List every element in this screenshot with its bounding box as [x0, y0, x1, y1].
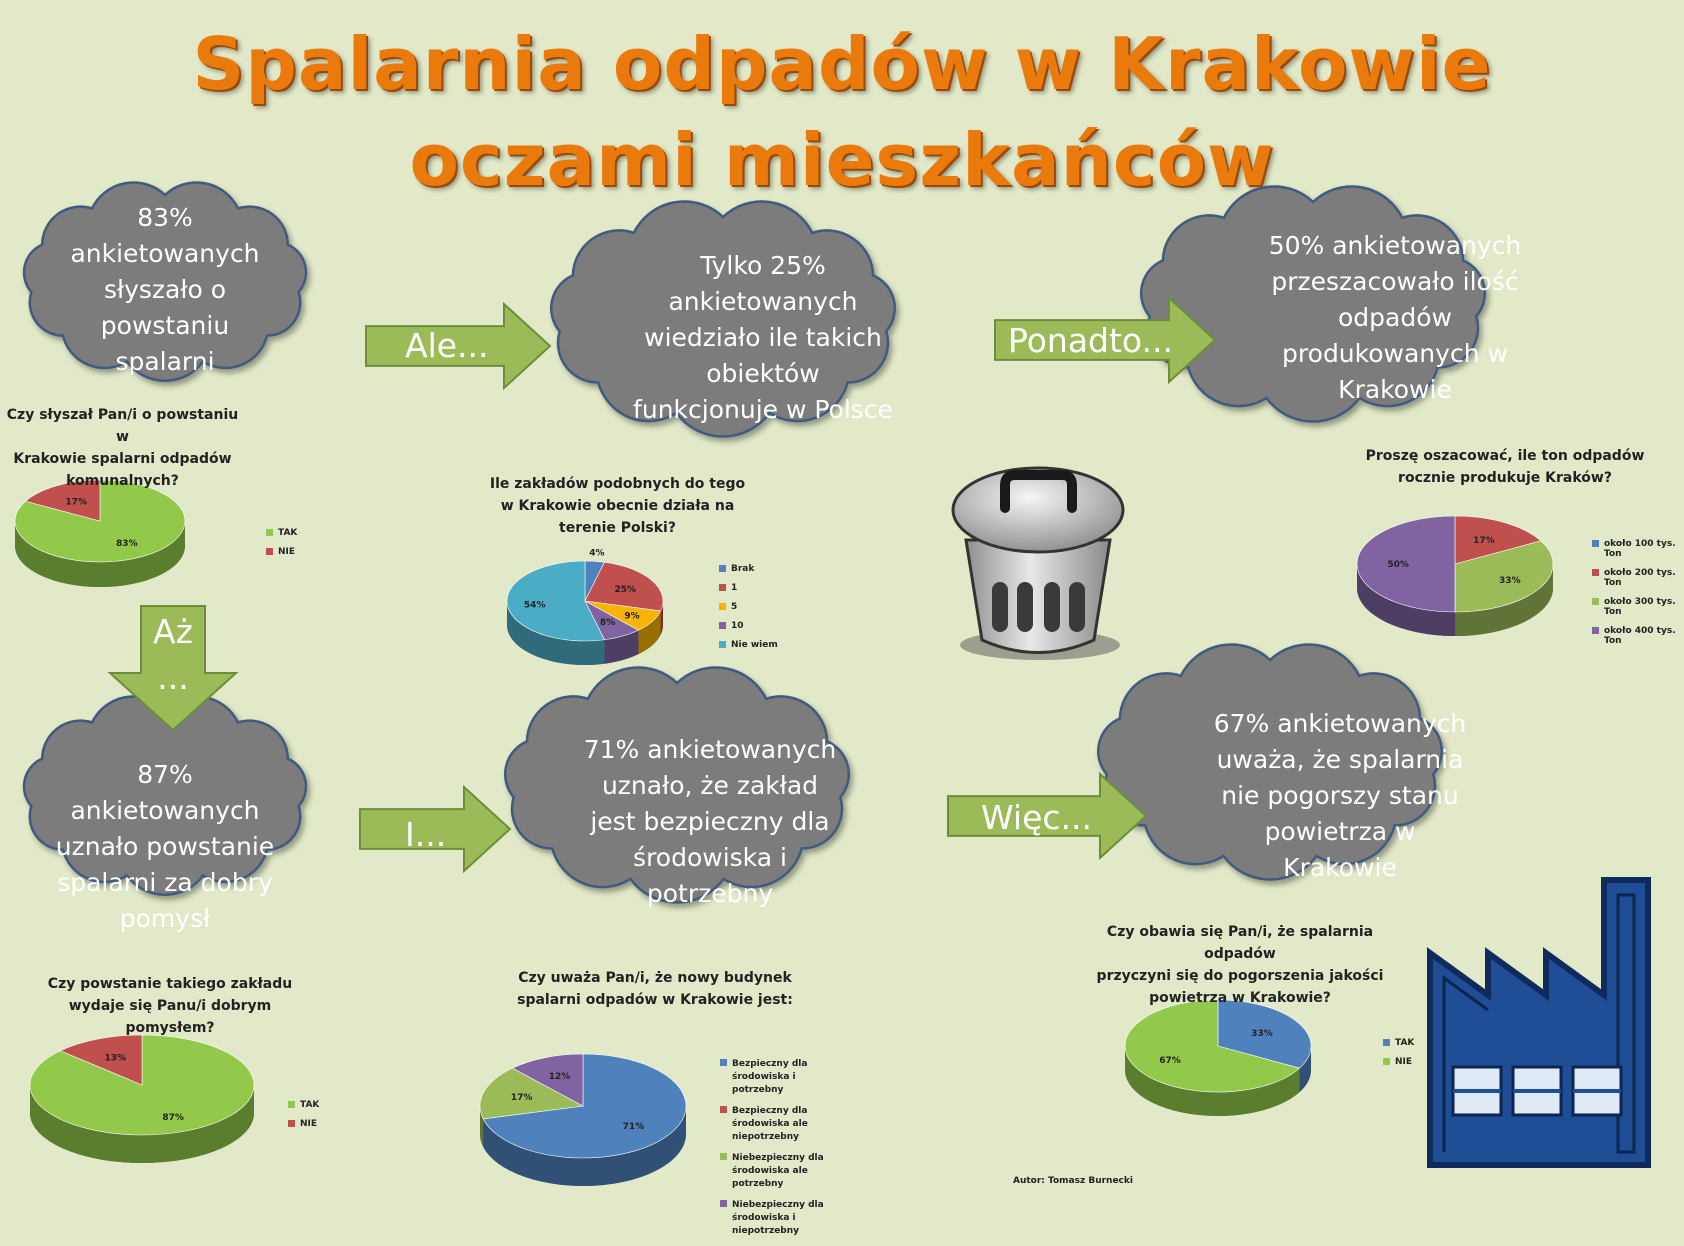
cloud-text-air: 67% ankietowanych uważa, że spalarnia nie pogorszy stanu powietrza w Krakowie: [1213, 709, 1467, 882]
arrow-label-i: I...: [405, 815, 447, 854]
legend-swatch: [1592, 627, 1599, 634]
pie-data-label: 4%: [589, 548, 605, 559]
pie-data-label: 17%: [65, 497, 87, 508]
legend-tons: około 100 tys. Ton około 200 tys. Ton około 300 tys. Ton około 400 tys. Ton: [1592, 539, 1684, 655]
pie-data-label: 67%: [1159, 1056, 1181, 1067]
pie-chart-heard: [15, 480, 185, 587]
legend-swatch: [720, 1153, 727, 1160]
cloud-text-good-idea: 87% ankietowanych uznało powstanie spalarni za dobry pomysł: [55, 760, 275, 933]
pie-data-label: 25%: [614, 584, 637, 595]
legend-swatch: [719, 565, 726, 572]
legend-swatch: [719, 584, 726, 591]
pie-data-label: 54%: [523, 600, 546, 611]
pie-chart-safe: [480, 1054, 686, 1186]
legend-good-idea: TAK NIE: [288, 1100, 319, 1138]
arrow-label-az: Aż: [153, 612, 193, 651]
legend-safe: Bezpieczny dla środowiska i potrzebny Bezpieczny dla środowiska ale niepotrzebny Niebezpieczny dla środowiska ale potrzebny Niebezpieczny dla środowiska i niepotrzebny: [720, 1058, 835, 1246]
cloud-text-heard: 83% ankietowanych słyszało o powstaniu spalarni: [70, 203, 260, 376]
pie-chart-good-idea: [30, 1035, 254, 1163]
legend-swatch: [719, 622, 726, 629]
pie-data-label: 12%: [548, 1072, 571, 1083]
arrow-label-wiec: Więc...: [981, 798, 1092, 837]
legend-air: TAK NIE: [1383, 1038, 1414, 1076]
legend-swatch: [1383, 1039, 1390, 1046]
arrow-label-az-dots: ...: [157, 658, 189, 697]
pie-data-label: 83%: [116, 538, 138, 549]
pie-data-label: 33%: [1251, 1029, 1273, 1040]
pie-data-label: 8%: [599, 618, 616, 629]
question-count: Ile zakładów podobnych do tego w Krakowie obecnie działa na terenie Polski?: [489, 476, 746, 536]
legend-swatch: [719, 603, 726, 610]
legend-swatch: [1383, 1058, 1390, 1065]
main-title-line1: Spalarnia odpadów w Krakowie: [192, 22, 1492, 106]
pie-data-label: 17%: [510, 1093, 533, 1104]
pie-chart-tons: [1357, 516, 1553, 636]
factory-icon: [1430, 880, 1648, 1165]
legend-swatch: [1592, 598, 1599, 605]
legend-swatch: [266, 548, 273, 555]
pie-data-label: 9%: [624, 611, 640, 622]
cloud-text-knew-count: Tylko 25% ankietowanych wiedziało ile takich obiektów funkcjonuje w Polsce: [633, 251, 893, 424]
question-safe: Czy uważa Pan/i, że nowy budynek spalarni odpadów w Krakowie jest:: [517, 970, 793, 1008]
trash-can-icon: [953, 468, 1123, 660]
pie-chart-count: [507, 549, 663, 665]
legend-swatch: [719, 641, 726, 648]
question-air: Czy obawia się Pan/i, że spalarnia odpadów przyczyni się do pogorszenia jakości powietrza w Krakowie?: [1096, 924, 1384, 1006]
arrow-label-ale: Ale...: [405, 326, 489, 365]
author-credit: Autor: Tomasz Burnecki: [1013, 1176, 1133, 1186]
legend-swatch: [288, 1101, 295, 1108]
legend-swatch: [1592, 569, 1599, 576]
question-good-idea: Czy powstanie takiego zakładu wydaje się Panu/i dobrym pomysłem?: [47, 976, 293, 1036]
pie-data-label: 50%: [1387, 560, 1409, 570]
legend-swatch: [720, 1059, 727, 1066]
main-title-line2: oczami mieszkańców: [409, 118, 1275, 202]
cloud-text-safe: 71% ankietowanych uznało, że zakład jest bezpieczny dla środowiska i potrzebny: [583, 735, 837, 908]
legend-swatch: [720, 1106, 727, 1113]
pie-data-label: 13%: [104, 1053, 127, 1064]
legend-heard: TAK NIE: [266, 528, 297, 566]
pie-data-label: 33%: [1499, 575, 1521, 586]
legend-swatch: [1592, 540, 1599, 547]
pie-data-label: 71%: [622, 1121, 645, 1132]
pie-data-label: 17%: [1473, 536, 1495, 547]
question-heard: Czy słyszał Pan/i o powstaniu w Krakowie spalarni odpadów komunalnych?: [6, 407, 239, 489]
legend-swatch: [288, 1120, 295, 1127]
arrow-label-ponadto: Ponadto...: [1008, 321, 1174, 360]
legend-count: Brak 1 5 10 Nie wiem: [719, 564, 778, 659]
legend-swatch: [720, 1200, 727, 1207]
question-tons: Proszę oszacować, ile ton odpadów rocznie produkuje Kraków?: [1365, 448, 1645, 486]
cloud-text-overestimated: 50% ankietowanych przeszacowało ilość odpadów produkowanych w Krakowie: [1268, 231, 1522, 404]
pie-data-label: 87%: [162, 1113, 184, 1124]
pie-chart-air: [1125, 1000, 1311, 1116]
legend-swatch: [266, 529, 273, 536]
